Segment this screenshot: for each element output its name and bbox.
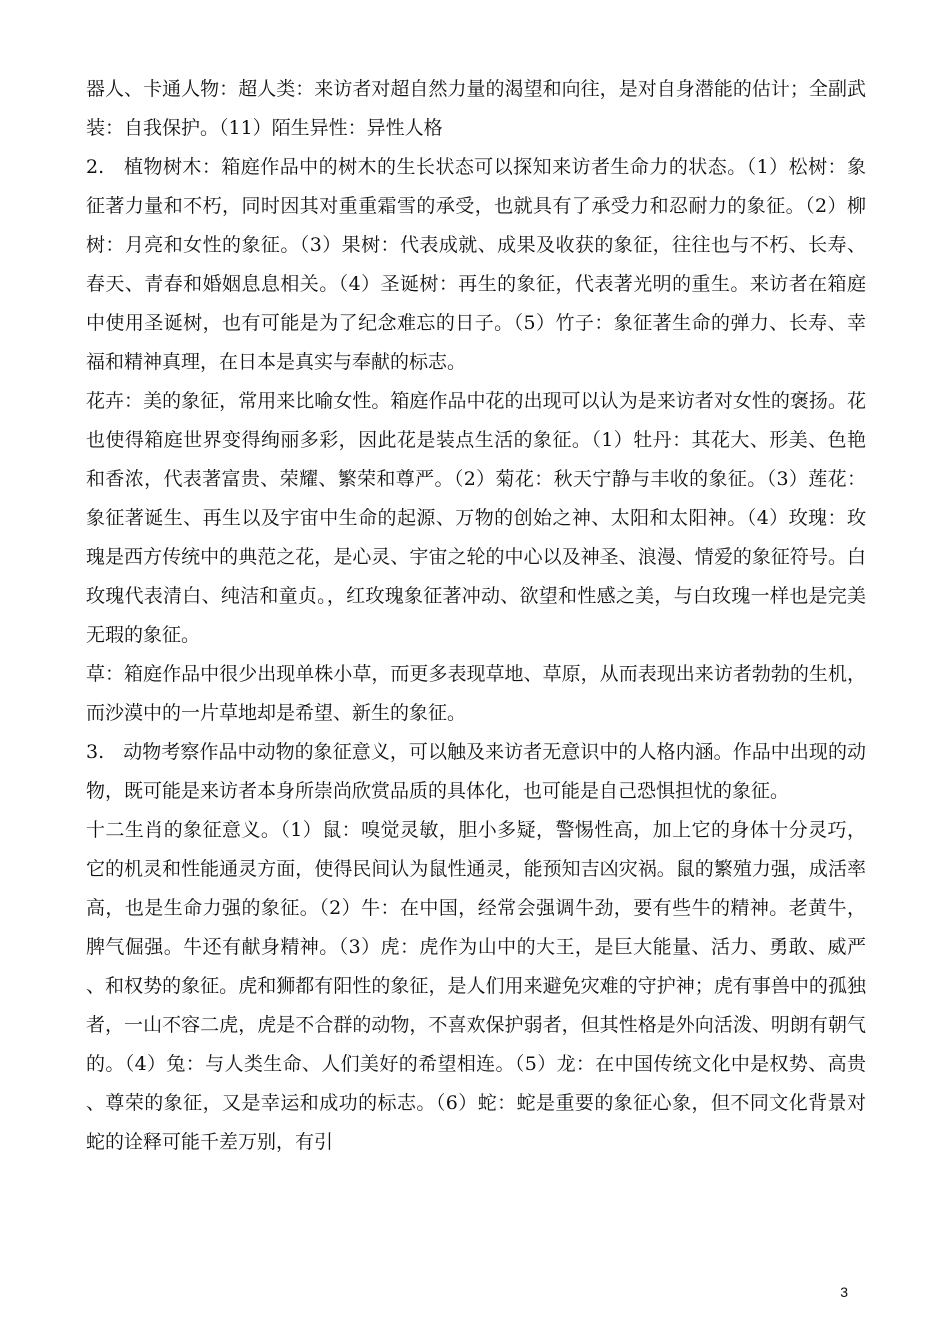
page-number: 3 — [840, 1284, 848, 1300]
paragraph-flowers: 花卉：美的象征，常用来比喻女性。箱庭作品中花的出现可以认为是来访者对女性的褒扬。花也使得箱庭世界变得绚丽多彩，因此花是装点生活的象征。（1）牡丹：其花大、形美、色艳和香浓，代表著富贵、荣耀、繁荣和尊严。（2）菊花：秋天宁静与丰收的象征。（3）莲花：象征著诞生、再生以及宇宙中生命的起源、万物的创始之神、太阳和太阳神。（4）玫瑰：玫瑰是西方传统中的典范之花，是心灵、宇宙之轮的中心以及神圣、浪漫、情爱的象征符号。白玫瑰代表清白、纯洁和童贞。，红玫瑰象征著冲动、欲望和性感之美，与白玫瑰一样也是完美无瑕的象征。 — [86, 390, 866, 646]
paragraph-plants-trees: 2. 植物树木：箱庭作品中的树木的生长状态可以探知来访者生命力的状态。（1）松树：象征著力量和不朽，同时因其对重重霜雪的承受，也就具有了承受力和忍耐力的象征。（2）柳树：月亮和女性的象征。（3）果树：代表成就、成果及收获的象征，往往也与不朽、长寿、春天、青春和婚姻息息相关。（4）圣诞树：再生的象征，代表著光明的重生。来访者在箱庭中使用圣诞树，也有可能是为了纪念难忘的日子。（5）竹子：象征著生命的弹力、长寿、幸福和精神真理，在日本是真实与奉献的标志。 — [86, 156, 866, 373]
paragraph-grass: 草：箱庭作品中很少出现单株小草，而更多表现草地、草原，从而表现出来访者勃勃的生机，而沙漠中的一片草地却是希望、新生的象征。 — [86, 663, 866, 724]
body-text — [86, 70, 866, 1162]
paragraph-animals: 3. 动物考察作品中动物的象征意义，可以触及来访者无意识中的人格内涵。作品中出现的动物，既可能是来访者本身所崇尚欣赏品质的具体化，也可能是自己恐惧担忧的象征。 — [86, 741, 866, 802]
paragraph-zodiac: 十二生肖的象征意义。（1）鼠：嗅觉灵敏，胆小多疑，警惕性高，加上它的身体十分灵巧，它的机灵和性能通灵方面，使得民间认为鼠性通灵，能预知吉凶灾祸。鼠的繁殖力强，成活率高，也是生命力强的象征。（2）牛：在中国，经常会强调牛劲，要有些牛的精神。老黄牛，脾气倔强。牛还有献身精神。（3）虎：虎作为山中的大王，是巨大能量、活力、勇敢、威严、和权势的象征。虎和狮都有阳性的象征，是人们用来避免灾难的守护神；虎有事兽中的孤独者，一山不容二虎，虎是不合群的动物，不喜欢保护弱者，但其性格是外向活泼、明朗有朝气的。（4）兔：与人类生命、人们美好的希望相连。（5）龙：在中国传统文化中是权势、高贵、尊荣的象征，又是幸运和成功的标志。（6）蛇：蛇是重要的象征心象，但不同文化背景对蛇的诠释可能千差万别，有引 — [86, 819, 866, 1153]
paragraph-continued-figures: 器人、卡通人物：超人类：来访者对超自然力量的渴望和向往，是对自身潜能的估计；全副武装：自我保护。（11）陌生异性：异性人格 — [86, 78, 866, 139]
